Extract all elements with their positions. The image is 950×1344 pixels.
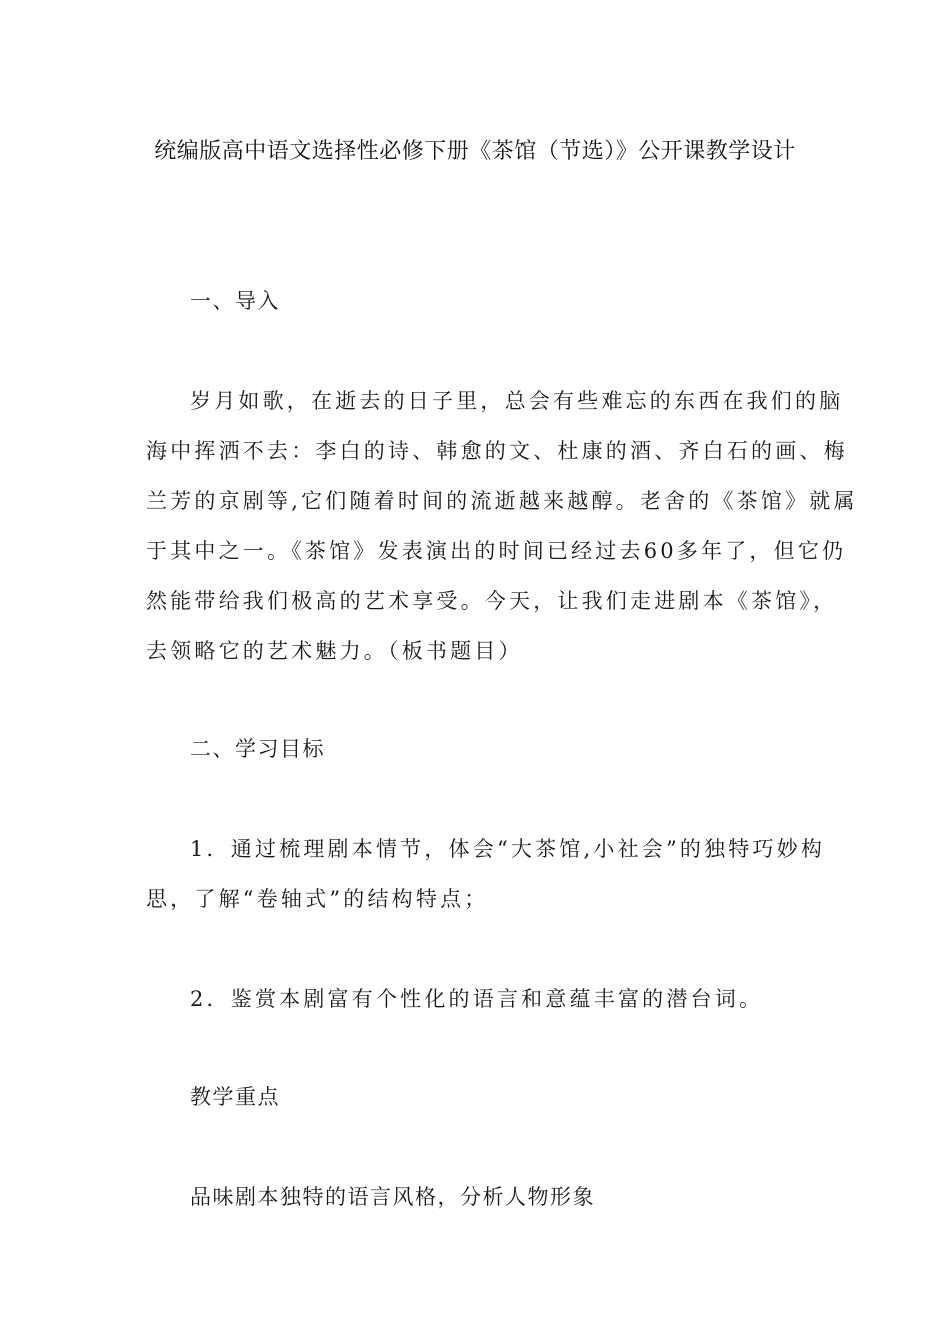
key-points-heading: 教学重点 (190, 1085, 280, 1109)
intro-line-1: 岁月如歌，在逝去的日子里，总会有些难忘的东西在我们的脑 (190, 389, 844, 413)
intro-line-4: 于其中之一。《茶馆》发表演出的时间已经过去60多年了，但它仍 (146, 539, 847, 563)
goal-1-line-1: 1．通过梳理剧本情节，体会“大茶馆,小社会”的独特巧妙构 (190, 837, 826, 861)
intro-paragraph (146, 376, 858, 676)
intro-line-5: 然能带给我们极高的艺术享受。今天，让我们走进剧本《茶馆》， (146, 589, 838, 613)
section-heading-intro: 一、导入 (190, 289, 280, 313)
intro-line-2: 海中挥洒不去：李白的诗、韩愈的文、杜康的酒、齐白石的画、梅 (146, 439, 848, 463)
intro-line-6: 去领略它的艺术魅力。（板书题目） (146, 639, 523, 663)
goal-2-line: 2．鉴赏本剧富有个性化的语言和意蕴丰富的潜台词。 (190, 987, 764, 1011)
document-title: 统编版高中语文选择性必修下册《茶馆（节选）》公开课教学设计 (154, 139, 796, 164)
intro-line-3: 兰芳的京剧等,它们随着时间的流逝越来越醇。老舍的《茶馆》就属 (146, 489, 858, 513)
section-heading-goals: 二、学习目标 (190, 737, 325, 761)
key-points-text: 品味剧本独特的语言风格，分析人物形象 (190, 1185, 595, 1209)
goal-2-paragraph (146, 974, 808, 1024)
goal-1-line-2: 思，了解“卷轴式”的结构特点； (146, 887, 489, 911)
goal-1-paragraph (146, 824, 826, 924)
